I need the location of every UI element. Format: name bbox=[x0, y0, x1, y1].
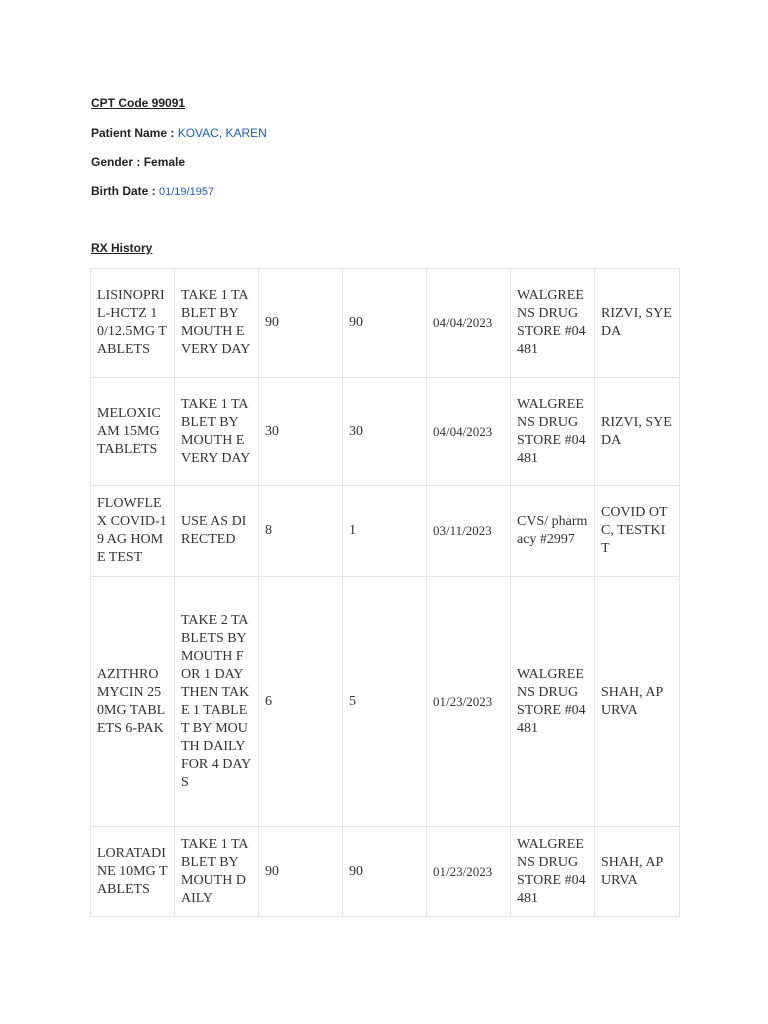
sig-cell: TAKE 1 TABLET BY MOUTH DAILY bbox=[175, 827, 259, 917]
drug-cell: LISINOPRIL-HCTZ 10/12.5MG TABLETS bbox=[91, 269, 175, 378]
fill-date-cell: 04/04/2023 bbox=[427, 269, 511, 378]
rx-history-title: RX History bbox=[91, 241, 153, 255]
prescriber-cell: COVID OTC, TESTKIT bbox=[595, 486, 680, 577]
pharmacy-cell: WALGREENS DRUG STORE #04481 bbox=[511, 577, 595, 827]
sig-cell: TAKE 2 TABLETS BY MOUTH FOR 1 DAY THEN TAKE 1 TABLET BY MOUTH DAILY FOR 4 DAYS bbox=[175, 577, 259, 827]
birth-date-line bbox=[91, 184, 214, 199]
days-supply-cell: 1 bbox=[343, 486, 427, 577]
prescriber-cell: SHAH, APURVA bbox=[595, 577, 680, 827]
qty-cell: 30 bbox=[259, 378, 343, 486]
days-supply-cell: 90 bbox=[343, 827, 427, 917]
patient-name-line bbox=[91, 126, 267, 140]
fill-date-cell: 03/11/2023 bbox=[427, 486, 511, 577]
sig-cell: USE AS DIRECTED bbox=[175, 486, 259, 577]
sig-cell: TAKE 1 TABLET BY MOUTH EVERY DAY bbox=[175, 378, 259, 486]
drug-cell: AZITHROMYCIN 250MG TABLETS 6-PAK bbox=[91, 577, 175, 827]
gender-value: Female bbox=[143, 155, 186, 169]
drug-cell: MELOXICAM 15MG TABLETS bbox=[91, 378, 175, 486]
days-supply-cell: 5 bbox=[343, 577, 427, 827]
gender-label: Gender : bbox=[91, 155, 141, 169]
fill-date-cell: 01/23/2023 bbox=[427, 827, 511, 917]
pharmacy-cell: CVS/ pharmacy #2997 bbox=[511, 486, 595, 577]
prescriber-cell: RIZVI, SYEDA bbox=[595, 378, 680, 486]
qty-cell: 90 bbox=[259, 827, 343, 917]
pharmacy-cell: WALGREENS DRUG STORE #04481 bbox=[511, 269, 595, 378]
table-row bbox=[91, 269, 680, 378]
pharmacy-cell: WALGREENS DRUG STORE #04481 bbox=[511, 827, 595, 917]
patient-name-value: KOVAC, KAREN bbox=[177, 126, 267, 140]
drug-cell: FLOWFLEX COVID-19 AG HOME TEST bbox=[91, 486, 175, 577]
table-row bbox=[91, 378, 680, 486]
patient-name-label: Patient Name : bbox=[91, 126, 175, 140]
fill-date-cell: 04/04/2023 bbox=[427, 378, 511, 486]
days-supply-cell: 90 bbox=[343, 269, 427, 378]
table-row bbox=[91, 577, 680, 827]
table-row bbox=[91, 486, 680, 577]
qty-cell: 6 bbox=[259, 577, 343, 827]
fill-date-cell: 01/23/2023 bbox=[427, 577, 511, 827]
pharmacy-cell: WALGREENS DRUG STORE #04481 bbox=[511, 378, 595, 486]
drug-cell: LORATADINE 10MG TABLETS bbox=[91, 827, 175, 917]
table-row bbox=[91, 827, 680, 917]
qty-cell: 90 bbox=[259, 269, 343, 378]
birth-date-label: Birth Date : bbox=[91, 184, 156, 198]
qty-cell: 8 bbox=[259, 486, 343, 577]
days-supply-cell: 30 bbox=[343, 378, 427, 486]
gender-line bbox=[91, 155, 185, 169]
birth-date-value: 01/19/1957 bbox=[159, 186, 215, 198]
sig-cell: TAKE 1 TABLET BY MOUTH EVERY DAY bbox=[175, 269, 259, 378]
prescriber-cell: RIZVI, SYEDA bbox=[595, 269, 680, 378]
cpt-code: CPT Code 99091 bbox=[91, 96, 186, 110]
rx-history-table bbox=[90, 268, 680, 917]
prescriber-cell: SHAH, APURVA bbox=[595, 827, 680, 917]
